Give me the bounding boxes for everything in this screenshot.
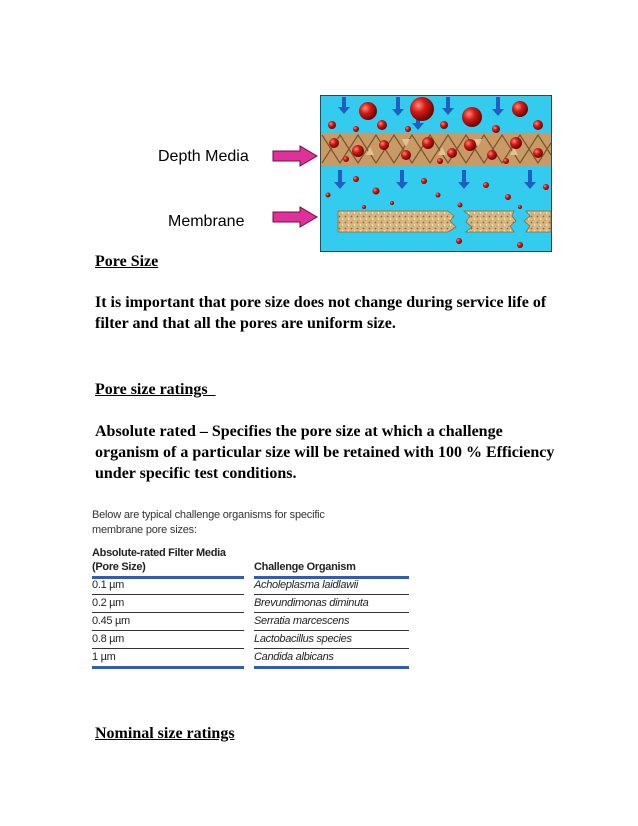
- challenge-organism-table: [92, 508, 412, 667]
- cell-organism: Brevundimonas diminuta: [254, 595, 409, 613]
- depth-media-label: Depth Media: [158, 148, 249, 165]
- pore-size-paragraph: It is important that pore size does not change during service life of filter and that all the pores are uniform size.: [95, 294, 547, 332]
- table-row: [92, 595, 412, 613]
- cell-organism: Acholeplasma laidlawii: [254, 577, 409, 595]
- table-title: Absolute-rated Filter Media: [92, 547, 226, 559]
- table-header-row: [92, 559, 412, 577]
- header-pore-size: (Pore Size): [92, 559, 244, 579]
- header-challenge-organism: Challenge Organism: [254, 559, 409, 579]
- table-row: [92, 577, 412, 595]
- cell-pore: 1 µm: [92, 649, 244, 669]
- cell-pore: 0.45 µm: [92, 613, 244, 631]
- absolute-rated-paragraph: Absolute rated – Specifies the pore size at which a challenge organism of a particular size will be retained with 100 % Efficiency under specific test conditions.: [95, 423, 555, 482]
- filter-diagram: [320, 95, 552, 252]
- cell-pore: 0.8 µm: [92, 631, 244, 649]
- pore-size-ratings-heading: [95, 379, 565, 400]
- pore-size-ratings-heading-text: Pore size ratings: [95, 381, 208, 398]
- cell-pore: 0.1 µm: [92, 577, 244, 595]
- table-row: [92, 613, 412, 631]
- cell-organism: Lactobacillus species: [254, 631, 409, 649]
- pointer-arrow-icon: [272, 206, 318, 228]
- nominal-size-ratings-heading: Nominal size ratings: [95, 725, 235, 742]
- cell-organism: Serratia marcescens: [254, 613, 409, 631]
- table-row: [92, 631, 412, 649]
- membrane-label: Membrane: [168, 213, 245, 230]
- pointer-arrow-icon: [272, 145, 318, 167]
- table-intro: Below are typical challenge organisms for specific membrane pore sizes:: [92, 509, 325, 536]
- cell-organism: Candida albicans: [254, 649, 409, 669]
- pore-size-heading: Pore Size: [95, 253, 159, 270]
- table-row: [92, 649, 412, 667]
- cell-pore: 0.2 µm: [92, 595, 244, 613]
